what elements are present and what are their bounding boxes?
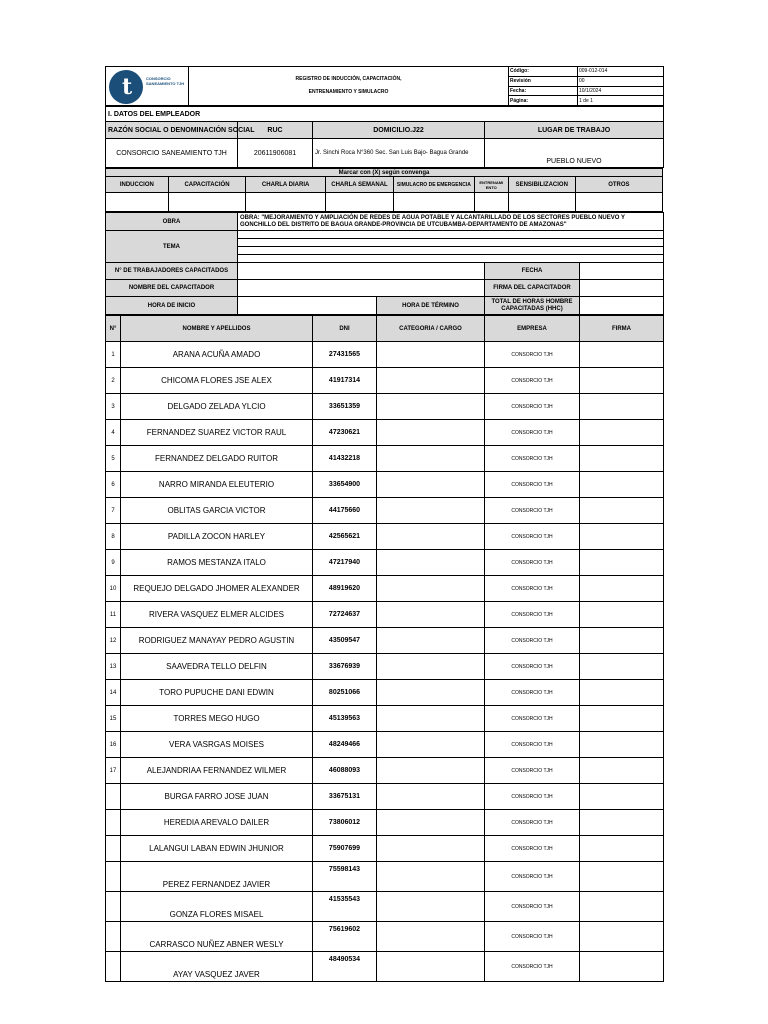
row-category[interactable]	[377, 420, 485, 446]
col-razon-social: RAZÓN SOCIAL O DENOMINACIÓN SOCIAL	[106, 122, 238, 139]
row-number: 8	[106, 524, 121, 550]
row-signature[interactable]	[580, 922, 664, 952]
row-name: FERNANDEZ SUAREZ VICTOR RAUL	[121, 420, 313, 446]
meta-value: 10/1/2024	[578, 86, 664, 96]
row-category[interactable]	[377, 784, 485, 810]
row-number	[106, 784, 121, 810]
row-signature[interactable]	[580, 498, 664, 524]
row-dni: 41535543	[313, 892, 377, 922]
tema-line[interactable]	[238, 239, 664, 247]
row-category[interactable]	[377, 472, 485, 498]
form-title	[189, 67, 509, 106]
row-company: CONSORCIO TJH	[485, 498, 580, 524]
row-signature[interactable]	[580, 892, 664, 922]
row-dni: 73806012	[313, 810, 377, 836]
row-signature[interactable]	[580, 836, 664, 862]
table-row	[106, 342, 664, 368]
row-name: FERNANDEZ DELGADO RUITOR	[121, 446, 313, 472]
row-signature[interactable]	[580, 680, 664, 706]
tema-line[interactable]	[238, 247, 664, 255]
row-company: CONSORCIO TJH	[485, 758, 580, 784]
row-dni: 33676939	[313, 654, 377, 680]
row-signature[interactable]	[580, 810, 664, 836]
row-name: PADILLA ZOCON HARLEY	[121, 524, 313, 550]
table-row	[106, 498, 664, 524]
table-row	[106, 602, 664, 628]
row-category[interactable]	[377, 862, 485, 892]
row-number: 16	[106, 732, 121, 758]
hora-inicio-label: HORA DE INICIO	[106, 297, 238, 315]
row-name: AYAY VASQUEZ JAVER	[121, 952, 313, 982]
row-company: CONSORCIO TJH	[485, 836, 580, 862]
row-number	[106, 952, 121, 982]
section-title: I. DATOS DEL EMPLEADOR	[106, 107, 664, 122]
row-category[interactable]	[377, 602, 485, 628]
type-induccion: INDUCCION	[106, 177, 169, 193]
row-company: CONSORCIO TJH	[485, 862, 580, 892]
row-name: TORO PUPUCHE DANI EDWIN	[121, 680, 313, 706]
registration-form	[105, 66, 663, 982]
mark-entrenamiento[interactable]	[474, 193, 508, 212]
row-signature[interactable]	[580, 602, 664, 628]
type-entrenamiento: ENTRENAMI ENTO	[474, 177, 508, 193]
mark-charla-semanal[interactable]	[325, 193, 393, 212]
row-name: RIVERA VASQUEZ ELMER ALCIDES	[121, 602, 313, 628]
row-number: 10	[106, 576, 121, 602]
row-category[interactable]	[377, 706, 485, 732]
row-name: ARANA ACUÑA AMADO	[121, 342, 313, 368]
table-row	[106, 732, 664, 758]
logo-text: CONSORCIO SANEAMIENTO TJH	[146, 76, 185, 86]
row-category[interactable]	[377, 654, 485, 680]
col-signature: FIRMA	[580, 316, 664, 342]
row-name: REQUEJO DELGADO JHOMER ALEXANDER	[121, 576, 313, 602]
col-name: NOMBRE Y APELLIDOS	[121, 316, 313, 342]
table-row	[106, 784, 664, 810]
domicilio-value: Jr. Sinchi Roca N°360 Sec. San Luis Bajo- Bagua Grande	[313, 139, 485, 168]
mark-charla-diaria[interactable]	[246, 193, 326, 212]
row-dni: 48249466	[313, 732, 377, 758]
table-row	[106, 394, 664, 420]
row-company: CONSORCIO TJH	[485, 784, 580, 810]
row-category[interactable]	[377, 550, 485, 576]
row-signature[interactable]	[580, 524, 664, 550]
type-simulacro: SIMULACRO DE EMERGENCIA	[394, 177, 475, 193]
razon-social-value: CONSORCIO SANEAMIENTO TJH	[106, 139, 238, 168]
row-company: CONSORCIO TJH	[485, 420, 580, 446]
row-company: CONSORCIO TJH	[485, 680, 580, 706]
table-row	[106, 368, 664, 394]
row-name: PEREZ FERNANDEZ JAVIER	[121, 862, 313, 892]
row-signature[interactable]	[580, 576, 664, 602]
obra-value: OBRA: "MEJORAMIENTO Y AMPLIACIÓN DE REDES DE AGUA POTABLE Y ALCANTARILLADO DE LOS SECTORES PUEBLO NUEVO Y GONCHILLO DEL DISTRITO DE BAGUA GRANDE-PROVINCIA DE UTCUBAMBA-DEPARTAMENTO DE AMAZONAS"	[238, 213, 664, 231]
row-dni: 75619602	[313, 922, 377, 952]
row-category[interactable]	[377, 952, 485, 982]
row-category[interactable]	[377, 342, 485, 368]
table-row	[106, 892, 664, 922]
table-row	[106, 628, 664, 654]
row-dni: 47230621	[313, 420, 377, 446]
fecha-field[interactable]	[580, 263, 664, 280]
firma-capacitador-field[interactable]	[580, 280, 664, 297]
row-name: TORRES MEGO HUGO	[121, 706, 313, 732]
row-signature[interactable]	[580, 368, 664, 394]
row-company: CONSORCIO TJH	[485, 922, 580, 952]
total-horas-field[interactable]	[580, 297, 664, 315]
tema-label: TEMA	[106, 231, 238, 263]
row-dni: 33654900	[313, 472, 377, 498]
row-signature[interactable]	[580, 420, 664, 446]
row-signature[interactable]	[580, 342, 664, 368]
row-name: GONZA FLORES MISAEL	[121, 892, 313, 922]
row-company: CONSORCIO TJH	[485, 524, 580, 550]
row-signature[interactable]	[580, 628, 664, 654]
row-category[interactable]	[377, 394, 485, 420]
row-name: CARRASCO NUÑEZ ABNER WESLY	[121, 922, 313, 952]
row-category[interactable]	[377, 498, 485, 524]
row-name: OBLITAS GARCIA VICTOR	[121, 498, 313, 524]
type-sensibilizacion: SENSIBILIZACION	[508, 177, 575, 193]
col-company: EMPRESA	[485, 316, 580, 342]
row-name: ALEJANDRIAA FERNANDEZ WILMER	[121, 758, 313, 784]
row-number: 5	[106, 446, 121, 472]
row-category[interactable]	[377, 680, 485, 706]
meta-label: Revisión	[509, 76, 578, 86]
meta-label: Código:	[509, 67, 578, 77]
row-dni: 80251066	[313, 680, 377, 706]
row-number	[106, 892, 121, 922]
row-category[interactable]	[377, 368, 485, 394]
company-logo-icon: t	[109, 70, 143, 104]
col-domicilio: DOMICILIO.J22	[313, 122, 485, 139]
col-category: CATEGORIA / CARGO	[377, 316, 485, 342]
table-row	[106, 706, 664, 732]
hora-inicio-field[interactable]	[238, 297, 377, 315]
row-number: 13	[106, 654, 121, 680]
row-category[interactable]	[377, 732, 485, 758]
table-row	[106, 680, 664, 706]
row-name: NARRO MIRANDA ELEUTERIO	[121, 472, 313, 498]
row-company: CONSORCIO TJH	[485, 368, 580, 394]
table-row	[106, 758, 664, 784]
row-number: 11	[106, 602, 121, 628]
attendees-table	[105, 315, 664, 982]
row-number: 6	[106, 472, 121, 498]
logo	[106, 67, 189, 106]
type-capacitacion: CAPACITACIÓN	[168, 177, 246, 193]
row-signature[interactable]	[580, 706, 664, 732]
col-number: N°	[106, 316, 121, 342]
row-dni: 27431565	[313, 342, 377, 368]
mark-simulacro[interactable]	[394, 193, 475, 212]
row-company: CONSORCIO TJH	[485, 394, 580, 420]
row-category[interactable]	[377, 446, 485, 472]
meta-value: 1 de 1	[578, 96, 664, 106]
row-number: 9	[106, 550, 121, 576]
row-name: RAMOS MESTANZA ITALO	[121, 550, 313, 576]
mark-sensibilizacion[interactable]	[508, 193, 575, 212]
type-charla-diaria: CHARLA DIARIA	[246, 177, 326, 193]
row-name: RODRIGUEZ MANAYAY PEDRO AGUSTIN	[121, 628, 313, 654]
row-dni: 33651359	[313, 394, 377, 420]
table-row	[106, 836, 664, 862]
row-number: 12	[106, 628, 121, 654]
row-number	[106, 862, 121, 892]
mark-capacitacion[interactable]	[168, 193, 246, 212]
row-name: HEREDIA AREVALO DAILER	[121, 810, 313, 836]
row-number: 2	[106, 368, 121, 394]
table-row	[106, 810, 664, 836]
row-dni: 41432218	[313, 446, 377, 472]
obra-label: OBRA	[106, 213, 238, 231]
employer-section	[105, 106, 664, 168]
row-category[interactable]	[377, 758, 485, 784]
row-name: VERA VASRGAS MOISES	[121, 732, 313, 758]
table-row	[106, 524, 664, 550]
row-company: CONSORCIO TJH	[485, 810, 580, 836]
ruc-value: 20611906081	[238, 139, 313, 168]
fecha-label: FECHA	[485, 263, 580, 280]
row-name: CHICOMA FLORES JSE ALEX	[121, 368, 313, 394]
mark-induccion[interactable]	[106, 193, 169, 212]
table-row	[106, 472, 664, 498]
row-company: CONSORCIO TJH	[485, 732, 580, 758]
row-number: 17	[106, 758, 121, 784]
row-dni: 47217940	[313, 550, 377, 576]
row-name: LALANGUI LABAN EDWIN JHUNIOR	[121, 836, 313, 862]
row-dni: 46088093	[313, 758, 377, 784]
row-dni: 48490534	[313, 952, 377, 982]
trabajadores-field[interactable]	[238, 263, 485, 280]
row-dni: 43509547	[313, 628, 377, 654]
row-name: DELGADO ZELADA YLCIO	[121, 394, 313, 420]
row-number: 3	[106, 394, 121, 420]
row-category[interactable]	[377, 810, 485, 836]
row-dni: 41917314	[313, 368, 377, 394]
row-company: CONSORCIO TJH	[485, 628, 580, 654]
row-company: CONSORCIO TJH	[485, 342, 580, 368]
firma-capacitador-label: FIRMA DEL CAPACITADOR	[485, 280, 580, 297]
tema-line[interactable]	[238, 255, 664, 263]
row-dni: 75598143	[313, 862, 377, 892]
row-number	[106, 922, 121, 952]
row-signature[interactable]	[580, 394, 664, 420]
row-signature[interactable]	[580, 654, 664, 680]
row-company: CONSORCIO TJH	[485, 654, 580, 680]
row-category[interactable]	[377, 628, 485, 654]
type-otros: OTROS	[575, 177, 662, 193]
tema-line[interactable]	[238, 231, 664, 239]
table-row	[106, 922, 664, 952]
row-company: CONSORCIO TJH	[485, 446, 580, 472]
row-dni: 75907699	[313, 836, 377, 862]
col-ruc: RUC	[238, 122, 313, 139]
row-number: 15	[106, 706, 121, 732]
row-category[interactable]	[377, 576, 485, 602]
row-number: 7	[106, 498, 121, 524]
total-horas-label: TOTAL DE HORAS HOMBRE CAPACITADAS (HHC)	[485, 297, 580, 315]
meta-value: 00	[578, 76, 664, 86]
table-row	[106, 952, 664, 982]
col-dni: DNI	[313, 316, 377, 342]
table-row	[106, 420, 664, 446]
table-row	[106, 446, 664, 472]
hora-termino-label: HORA DE TÉRMINO	[377, 297, 485, 315]
row-dni: 33675131	[313, 784, 377, 810]
table-row	[106, 576, 664, 602]
trabajadores-label: N° DE TRABAJADORES CAPACITADOS	[106, 263, 238, 280]
row-signature[interactable]	[580, 758, 664, 784]
row-category[interactable]	[377, 922, 485, 952]
title-line-1: REGISTRO DE INDUCCIÓN, CAPACITACIÓN,	[295, 76, 402, 82]
row-company: CONSORCIO TJH	[485, 576, 580, 602]
col-lugar-trabajo: LUGAR DE TRABAJO	[485, 122, 664, 139]
meta-label: Fecha:	[509, 86, 578, 96]
row-number	[106, 836, 121, 862]
row-number: 4	[106, 420, 121, 446]
row-category[interactable]	[377, 836, 485, 862]
row-signature[interactable]	[580, 784, 664, 810]
mark-instruction: Marcar con (X) según convenga	[106, 169, 663, 177]
meta-label: Página:	[509, 96, 578, 106]
row-dni: 72724637	[313, 602, 377, 628]
row-name: BURGA FARRO JOSE JUAN	[121, 784, 313, 810]
row-dni: 42565621	[313, 524, 377, 550]
row-name: SAAVEDRA TELLO DELFIN	[121, 654, 313, 680]
row-number: 14	[106, 680, 121, 706]
mark-otros[interactable]	[575, 193, 662, 212]
lugar-trabajo-value: PUEBLO NUEVO	[485, 139, 664, 168]
row-category[interactable]	[377, 524, 485, 550]
row-number: 1	[106, 342, 121, 368]
table-row	[106, 654, 664, 680]
row-company: CONSORCIO TJH	[485, 952, 580, 982]
activity-section	[105, 168, 663, 212]
row-signature[interactable]	[580, 550, 664, 576]
row-dni: 44175660	[313, 498, 377, 524]
row-company: CONSORCIO TJH	[485, 550, 580, 576]
row-signature[interactable]	[580, 472, 664, 498]
details-section	[105, 212, 664, 315]
title-line-2: ENTRENAMIENTO Y SIMULACRO	[308, 89, 389, 95]
table-row	[106, 550, 664, 576]
row-dni: 48919620	[313, 576, 377, 602]
row-signature[interactable]	[580, 952, 664, 982]
form-header	[105, 66, 664, 106]
row-category[interactable]	[377, 892, 485, 922]
meta-value: 009-012-014	[578, 67, 664, 77]
row-signature[interactable]	[580, 446, 664, 472]
row-signature[interactable]	[580, 732, 664, 758]
type-charla-semanal: CHARLA SEMANAL	[325, 177, 393, 193]
row-company: CONSORCIO TJH	[485, 706, 580, 732]
table-row	[106, 862, 664, 892]
capacitador-field[interactable]	[238, 280, 485, 297]
row-number	[106, 810, 121, 836]
row-dni: 45139563	[313, 706, 377, 732]
row-company: CONSORCIO TJH	[485, 602, 580, 628]
capacitador-label: NOMBRE DEL CAPACITADOR	[106, 280, 238, 297]
row-signature[interactable]	[580, 862, 664, 892]
row-company: CONSORCIO TJH	[485, 892, 580, 922]
row-company: CONSORCIO TJH	[485, 472, 580, 498]
